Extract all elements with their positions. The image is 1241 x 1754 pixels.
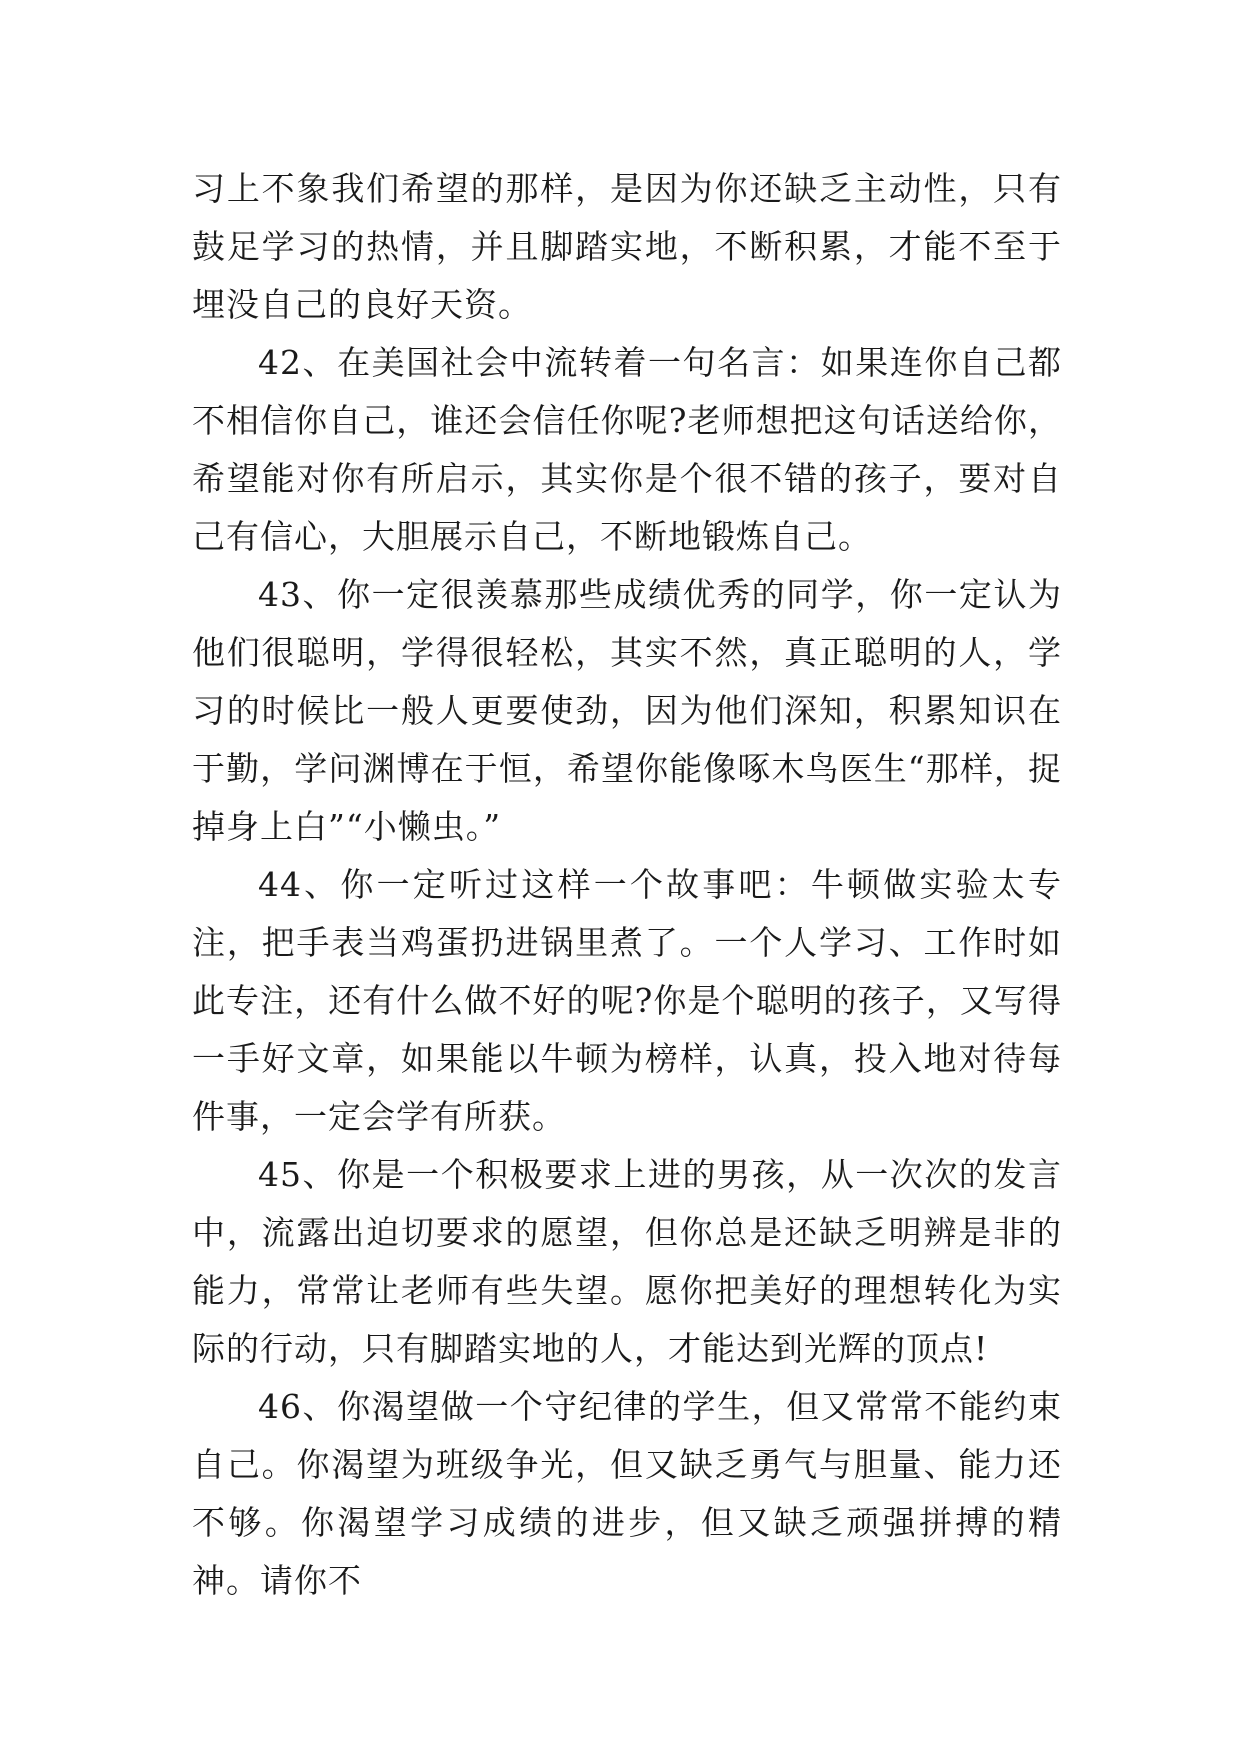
paragraph-42: 42、在美国社会中流转着一句名言：如果连你自己都不相信你自己，谁还会信任你呢?老师想把这句话送给你，希望能对你有所启示，其实你是个很不错的孩子，要对自己有信心，大胆展示自己，不断地锻炼自己。 [192,343,1062,556]
paragraph-46: 46、你渴望做一个守纪律的学生，但又常常不能约束自己。你渴望为班级争光，但又缺乏勇气与胆量、能力还不够。你渴望学习成绩的进步，但又缺乏顽强拼搏的精神。请你不 [192,1387,1062,1600]
paragraph-continuation: 习上不象我们希望的那样，是因为你还缺乏主动性，只有鼓足学习的热情，并且脚踏实地，不断积累，才能不至于埋没自己的良好天资。 [192,169,1062,324]
paragraph-45: 45、你是一个积极要求上进的男孩，从一次次的发言中，流露出迫切要求的愿望，但你总是还缺乏明辨是非的能力，常常让老师有些失望。愿你把美好的理想转化为实际的行动，只有脚踏实地的人，才能达到光辉的顶点! [192,1155,1062,1368]
paragraph-44: 44、你一定听过这样一个故事吧：牛顿做实验太专注，把手表当鸡蛋扔进锅里煮了。一个人学习、工作时如此专注，还有什么做不好的呢?你是个聪明的孩子，又写得一手好文章，如果能以牛顿为榜样，认真，投入地对待每件事，一定会学有所获。 [192,865,1062,1136]
paragraph-43: 43、你一定很羡慕那些成绩优秀的同学，你一定认为他们很聪明，学得很轻松，其实不然，真正聪明的人，学习的时候比一般人更要使劲，因为他们深知，积累知识在于勤，学问渊博在于恒，希望你能像啄木鸟医生“那样，捉掉身上白”“小懒虫。” [192,575,1062,846]
body-text [192,160,1062,1610]
